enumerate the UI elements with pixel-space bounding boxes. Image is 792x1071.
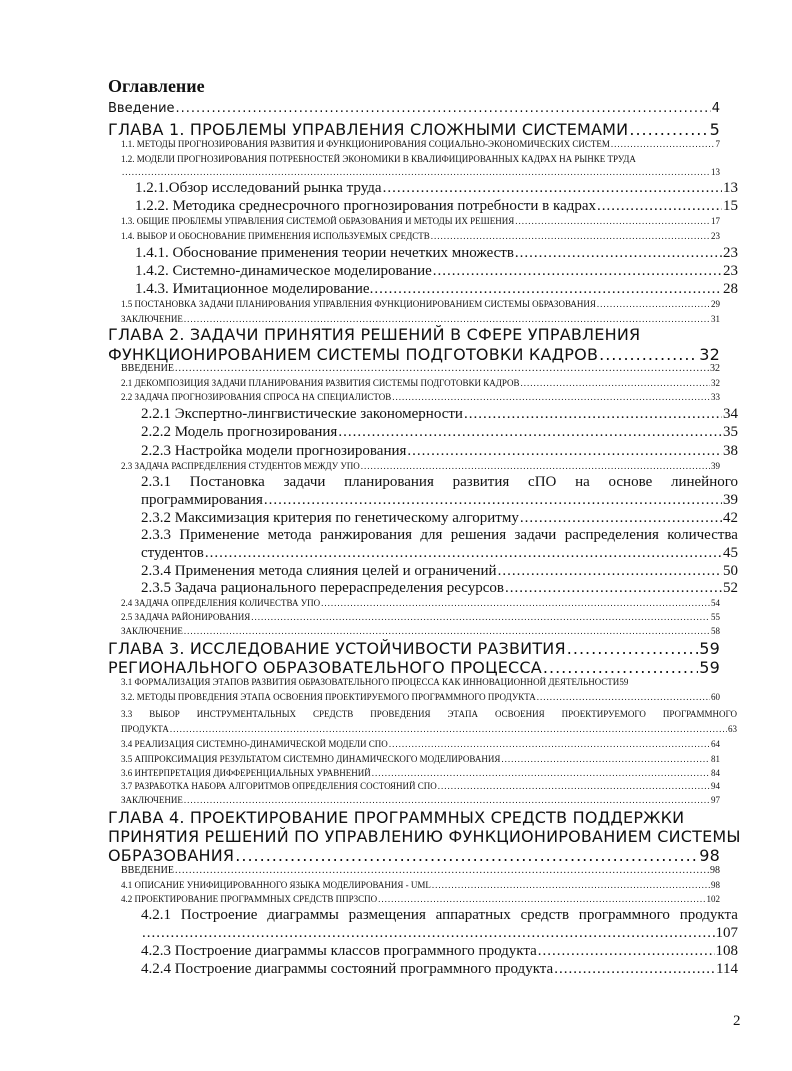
toc-entry	[121, 754, 720, 764]
toc-entry	[135, 263, 738, 280]
toc-entry-title: 2.3.5 Задача рационального перераспределения ресурсов	[141, 580, 504, 596]
toc-entry-title: 4.2.4 Построение диаграммы состояний программного продукта	[141, 961, 554, 977]
toc-entry	[121, 314, 720, 324]
dot-leader	[543, 658, 698, 677]
toc-entry-page: 23	[723, 263, 738, 279]
toc-entry-title-line	[141, 527, 738, 544]
toc-entry-page: 17	[711, 216, 720, 226]
word: ЭТАПА	[447, 709, 478, 719]
word: задачи	[514, 527, 557, 543]
word: ПРОГРАММНОГО	[662, 709, 737, 719]
toc-entry-page: 102	[706, 894, 720, 904]
toc-entry	[135, 245, 738, 262]
dot-leader	[597, 198, 722, 215]
toc-entry-title: 1.4. ВЫБОР И ОБОСНОВАНИЕ ПРИМЕНЕНИЯ ИСПОЛЬЗУЕМЫХ СРЕДСТВ	[121, 231, 430, 241]
toc-entry	[121, 724, 737, 734]
dot-leader	[438, 781, 710, 791]
word: на	[575, 474, 590, 490]
toc-entry-title: 4.2 ПРОЕКТИРОВАНИЕ ПРОГРАММНЫХ СРЕДСТВ ППР3СПО	[121, 894, 378, 904]
toc-entry-title-line	[141, 474, 738, 491]
toc-entry-title: программирования	[141, 492, 263, 508]
toc-entry	[121, 781, 720, 791]
dot-leader	[498, 563, 722, 580]
toc-entry-page: 45	[723, 545, 738, 561]
toc-entry	[121, 363, 720, 374]
dot-leader	[501, 754, 710, 764]
word: планирования	[344, 474, 434, 490]
dot-leader	[175, 865, 709, 876]
dot-leader	[629, 120, 708, 139]
dot-leader	[515, 245, 722, 262]
dot-leader	[321, 598, 710, 608]
toc-entry-page: 13	[711, 167, 720, 177]
toc-entry-title: ЗАКЛЮЧЕНИЕ	[121, 795, 183, 805]
word: ОСВОЕНИЯ	[494, 709, 545, 719]
toc-entry	[121, 392, 720, 402]
dot-leader	[431, 231, 710, 241]
toc-entry-title: РЕГИОНАЛЬНОГО ОБРАЗОВАТЕЛЬНОГО ПРОЦЕССА	[108, 658, 542, 677]
toc-entry	[141, 443, 738, 460]
toc-entry-page: 52	[723, 580, 738, 596]
toc-entry	[121, 739, 720, 749]
word: Построение	[180, 907, 258, 923]
toc-entry-page: 108	[715, 943, 738, 959]
toc-entry-page: 4	[711, 101, 720, 116]
toc-entry	[121, 167, 720, 177]
word: аппаратных	[435, 907, 511, 923]
toc-entry-page: 42	[723, 510, 738, 526]
toc-entry	[141, 925, 738, 942]
toc-entry-page: 23	[723, 245, 738, 261]
toc-entry-page: 55	[711, 612, 720, 622]
dot-leader	[567, 639, 698, 658]
toc-entry	[121, 894, 720, 904]
toc-entry-title: 1.4.3. Имитационное моделирование.	[135, 281, 374, 297]
toc-entry-page: 58	[711, 626, 720, 636]
dot-leader	[374, 281, 722, 298]
dot-leader	[264, 492, 722, 509]
dot-leader	[538, 943, 715, 960]
word: 4.2.1	[141, 907, 171, 923]
toc-entry-page: 107	[715, 925, 738, 941]
toc-entry	[121, 216, 720, 226]
dot-leader	[372, 768, 710, 778]
toc-entry-page: 33	[711, 392, 720, 402]
word: метода	[267, 527, 312, 543]
word: количества	[667, 527, 738, 543]
toc-entry	[121, 612, 720, 622]
toc-entry-title: 2.2.1 Экспертно-лингвистические закономерности	[141, 406, 463, 422]
dot-leader	[383, 180, 722, 197]
toc-entry-page: 114	[716, 961, 738, 977]
word: размещения	[348, 907, 426, 923]
toc-entry-page: 32	[711, 378, 720, 388]
toc-entry-page: 97	[711, 795, 720, 805]
toc-entry-page: 98	[699, 846, 720, 865]
dot-leader	[205, 545, 722, 562]
dot-leader	[520, 510, 722, 527]
toc-entry-title: ЗАКЛЮЧЕНИЕ	[121, 314, 183, 324]
toc-entry-page: 59	[699, 658, 720, 677]
toc-entry-page: 63	[728, 724, 737, 734]
toc-chapter	[108, 658, 720, 677]
word: линейного	[670, 474, 738, 490]
toc-entry-title: 4.1 ОПИСАНИЕ УНИФИЦИРОВАННОГО ЯЗЫКА МОДЕЛИРОВАНИЯ - UML	[121, 880, 431, 890]
word: диаграммы	[267, 907, 339, 923]
word: 2.3.3	[141, 527, 171, 543]
word: 2.3.1	[141, 474, 171, 490]
toc-entry-title: студентов	[141, 545, 204, 561]
dot-leader	[554, 961, 715, 978]
toc-entry-page: 31	[711, 314, 720, 324]
toc-entry-title: 2.1 ДЕКОМПОЗИЦИЯ ЗАДАЧИ ПЛАНИРОВАНИЯ РАЗВИТИЯ СИСТЕМЫ ПОДГОТОВКИ КАДРОВ	[121, 378, 520, 388]
toc-entry	[141, 545, 738, 562]
word: задачи	[283, 474, 326, 490]
toc-entry-title: 3.4 РЕАЛИЗАЦИЯ СИСТЕМНО-ДИНАМИЧЕСКОЙ МОДЕЛИ СПО	[121, 739, 388, 749]
word: средств	[520, 907, 570, 923]
toc-entry	[108, 101, 720, 116]
toc-entry-title: 2.3.4 Применения метода слияния целей и ограничений	[141, 563, 497, 579]
word: ИНСТРУМЕНТАЛЬНЫХ	[196, 709, 297, 719]
dot-leader	[515, 216, 710, 226]
dot-leader	[235, 846, 698, 865]
dot-leader	[184, 626, 710, 636]
toc-entry	[141, 563, 738, 580]
dot-leader	[392, 392, 710, 402]
dot-leader	[338, 424, 722, 441]
dot-leader	[611, 139, 715, 149]
toc-entry-page: 23	[711, 231, 720, 241]
toc-entry	[141, 580, 738, 597]
toc-entry-title: 2.3.2 Максимизация критерия по генетическому алгоритму	[141, 510, 519, 526]
toc-entry-title: 1.2.1.Обзор исследований рынка труда	[135, 180, 382, 196]
toc-entry	[121, 626, 720, 636]
dot-leader	[175, 363, 709, 374]
word: 3.3	[121, 709, 133, 719]
dot-leader	[432, 880, 710, 890]
toc-entry	[121, 692, 720, 702]
word: продукта	[679, 907, 738, 923]
word: ПРОЕКТИРУЕМОГО	[561, 709, 646, 719]
toc-chapter-line: ГЛАВА 2. ЗАДАЧИ ПРИНЯТИЯ РЕШЕНИЙ В СФЕРЕ УПРАВЛЕНИЯ	[108, 325, 641, 344]
toc-entry-title: ВВЕДЕНИЕ	[121, 363, 174, 374]
toc-entry-title: ОБРАЗОВАНИЯ	[108, 846, 235, 865]
toc-chapter	[108, 345, 720, 364]
toc-entry	[141, 961, 738, 978]
toc-entry-page: 59	[699, 639, 720, 658]
dot-leader	[361, 461, 710, 471]
toc-entry	[121, 231, 720, 241]
dot-leader	[251, 612, 710, 622]
toc-entry-page: 34	[723, 406, 738, 422]
word: Применение	[179, 527, 260, 543]
dot-leader	[505, 580, 722, 597]
dot-leader	[599, 345, 698, 364]
toc-entry-title: ФУНКЦИОНИРОВАНИЕМ СИСТЕМЫ ПОДГОТОВКИ КАДРОВ	[108, 345, 599, 364]
toc-chapter	[108, 639, 720, 658]
toc-chapter-line: ПРИНЯТИЯ РЕШЕНИЙ ПО УПРАВЛЕНИЮ ФУНКЦИОНИРОВАНИЕМ СИСТЕМЫ	[108, 827, 741, 846]
toc-entry-page: 29	[711, 299, 720, 309]
toc-entry-page: 84	[711, 768, 720, 778]
toc-entry-page: 54	[711, 598, 720, 608]
word: основе	[608, 474, 653, 490]
toc-entry-title: 3.5 АППРОКСИМАЦИЯ РЕЗУЛЬТАТОМ СИСТЕМНО ДИНАМИЧЕСКОГО МОДЕЛИРОВАНИЯ	[121, 754, 501, 764]
toc-entry-title: 2.4 ЗАДАЧА ОПРЕДЕЛЕНИЯ КОЛИЧЕСТВА УПО	[121, 598, 321, 608]
toc-entry-page: 32	[699, 345, 720, 364]
word: Постановка	[189, 474, 265, 490]
word: ВЫБОР	[149, 709, 180, 719]
toc-entry-title: 3.7 РАЗРАБОТКА НАБОРА АЛГОРИТМОВ ОПРЕДЕЛЕНИЯ СОСТОЯНИЙ СПО	[121, 781, 437, 791]
toc-entry	[141, 510, 738, 527]
toc-entry-page: 98	[711, 880, 720, 890]
dot-leader	[389, 739, 710, 749]
dot-leader	[122, 167, 710, 177]
word: СРЕДСТВ	[313, 709, 354, 719]
toc-entry	[121, 139, 720, 149]
toc-entry-title: 2.3 ЗАДАЧА РАСПРЕДЕЛЕНИЯ СТУДЕНТОВ МЕЖДУ УПО	[121, 461, 360, 471]
toc-chapter-line: ГЛАВА 4. ПРОЕКТИРОВАНИЕ ПРОГРАММНЫХ СРЕДСТВ ПОДДЕРЖКИ	[108, 808, 685, 827]
toc-entry-title: 3.1 ФОРМАЛИЗАЦИЯ ЭТАПОВ РАЗВИТИЯ ОБРАЗОВАТЕЛЬНОГО ПРОЦЕССА КАК ИННОВАЦИОННОЙ ДЕЯТЕЛЬНОСТИ	[121, 677, 620, 687]
toc-entry-title: 1.1. МЕТОДЫ ПРОГНОЗИРОВАНИЯ РАЗВИТИЯ И ФУНКЦИОНИРОВАНИЯ СОЦИАЛЬНО-ЭКОНОМИЧЕСКИХ СИСТЕМ	[121, 139, 610, 149]
toc-entry-page: 59	[619, 677, 629, 687]
toc-entry-page: 60	[711, 692, 720, 702]
dot-leader	[170, 724, 727, 734]
toc-entry-page: 38	[723, 443, 738, 459]
toc-entry-title: Введение	[108, 101, 175, 116]
toc-entry-page: 39	[711, 461, 720, 471]
dot-leader	[464, 406, 722, 423]
toc-entry-page: 94	[711, 781, 720, 791]
toc-entry	[141, 492, 738, 509]
toc-entry	[135, 198, 738, 215]
toc-entry-page: 50	[723, 563, 738, 579]
toc-entry	[121, 598, 720, 608]
toc-entry	[121, 795, 720, 805]
word: ПРОВЕДЕНИЯ	[370, 709, 431, 719]
toc-entry	[121, 299, 720, 309]
word: ранжирования	[319, 527, 412, 543]
toc-entry	[135, 180, 738, 197]
toc-entry-title: 1.2.2. Методика среднесрочного прогнозирования потребности в кадрах	[135, 198, 597, 214]
toc-entry-title: ВВЕДЕНИЕ	[121, 865, 174, 876]
dot-leader	[537, 692, 710, 702]
toc-entry-page: 5	[709, 120, 720, 139]
toc-entry-title: 1.2. МОДЕЛИ ПРОГНОЗИРОВАНИЯ ПОТРЕБНОСТЕЙ ЭКОНОМИКИ В КВАЛИФИЦИРОВАННЫХ КАДРАХ НА РЫНКЕ ТРУДА	[121, 154, 636, 164]
word: решения	[450, 527, 507, 543]
dot-leader	[597, 299, 710, 309]
toc-entry	[121, 378, 720, 388]
toc-entry-title: 4.2.3 Построение диаграммы классов программного продукта	[141, 943, 537, 959]
dot-leader	[407, 443, 722, 460]
toc-entry	[121, 880, 720, 890]
dot-leader	[378, 894, 705, 904]
toc-entry	[121, 461, 720, 471]
toc-entry-title: 2.2.3 Настройка модели прогнозирования	[141, 443, 407, 459]
dot-leader	[176, 101, 711, 116]
toc-entry-page: 7	[715, 139, 720, 149]
toc-entry-page: 28	[723, 281, 738, 297]
page-number: 2	[733, 1013, 741, 1029]
toc-entry-title: ГЛАВА 3. ИССЛЕДОВАНИЕ УСТОЙЧИВОСТИ РАЗВИТИЯ	[108, 639, 566, 658]
dot-leader	[521, 378, 710, 388]
toc-entry-title: ГЛАВА 1. ПРОБЛЕМЫ УПРАВЛЕНИЯ СЛОЖНЫМИ СИСТЕМАМИ	[108, 120, 629, 139]
toc-entry-page: 35	[723, 424, 738, 440]
toc-entry	[141, 943, 738, 960]
toc-entry-page: 98	[710, 865, 720, 876]
toc-entry-title-line	[121, 709, 737, 719]
toc-entry	[121, 865, 720, 876]
toc-entry-page: 64	[711, 739, 720, 749]
toc-entry-page: 39	[723, 492, 738, 508]
toc-entry-title: ЗАКЛЮЧЕНИЕ	[121, 626, 183, 636]
toc-entry-title-line	[141, 907, 738, 924]
toc-entry-title: 2.5 ЗАДАЧА РАЙОНИРОВАНИЯ	[121, 612, 251, 622]
toc-entry-page: 32	[710, 363, 720, 374]
toc-entry-page: 15	[723, 198, 738, 214]
toc-entry-title: 2.2 ЗАДАЧА ПРОГНОЗИРОВАНИЯ СПРОСА НА СПЕЦИАЛИСТОВ	[121, 392, 392, 402]
toc-entry	[121, 677, 737, 687]
toc-entry-page: 13	[723, 180, 738, 196]
toc-entry	[141, 424, 738, 441]
toc-entry-title: 1.3. ОБЩИЕ ПРОБЛЕМЫ УПРАВЛЕНИЯ СИСТЕМОЙ ОБРАЗОВАНИЯ И МЕТОДЫ ИХ РЕШЕНИЯ	[121, 216, 515, 226]
toc-entry-title: 1.5 ПОСТАНОВКА ЗАДАЧИ ПЛАНИРОВАНИЯ УПРАВЛЕНИЯ ФУНКЦИОНИРОВАНИЕМ СИСТЕМЫ ОБРАЗОВАНИЯ	[121, 299, 596, 309]
toc-entry	[135, 281, 738, 298]
dot-leader	[184, 795, 710, 805]
dot-leader	[184, 314, 710, 324]
word: программного	[578, 907, 670, 923]
word: для	[420, 527, 443, 543]
word: развития	[452, 474, 510, 490]
toc-chapter	[108, 120, 720, 139]
word: распределения	[564, 527, 659, 543]
toc-entry	[121, 768, 720, 778]
toc-entry-title: 1.4.1. Обоснование применения теории нечетких множеств	[135, 245, 514, 261]
toc-heading: Оглавление	[108, 76, 205, 96]
toc-entry	[141, 406, 738, 423]
toc-chapter	[108, 846, 720, 865]
toc-entry-title: 3.2. МЕТОДЫ ПРОВЕДЕНИЯ ЭТАПА ОСВОЕНИЯ ПРОЕКТИРУЕМОГО ПРОГРАММНОГО ПРОДУКТА	[121, 692, 536, 702]
toc-entry-title: ПРОДУКТА	[121, 724, 169, 734]
toc-entry-title: 1.4.2. Системно-динамическое моделирование	[135, 263, 432, 279]
word: сПО	[528, 474, 557, 490]
dot-leader	[433, 263, 722, 280]
dot-leader	[142, 925, 715, 942]
toc-entry-title: 2.2.2 Модель прогнозирования	[141, 424, 338, 440]
toc-entry-title: 3.6 ИНТЕРПРЕТАЦИЯ ДИФФЕРЕНЦИАЛЬНЫХ УРАВНЕНИЙ	[121, 768, 371, 778]
toc-entry-page: 81	[711, 754, 720, 764]
